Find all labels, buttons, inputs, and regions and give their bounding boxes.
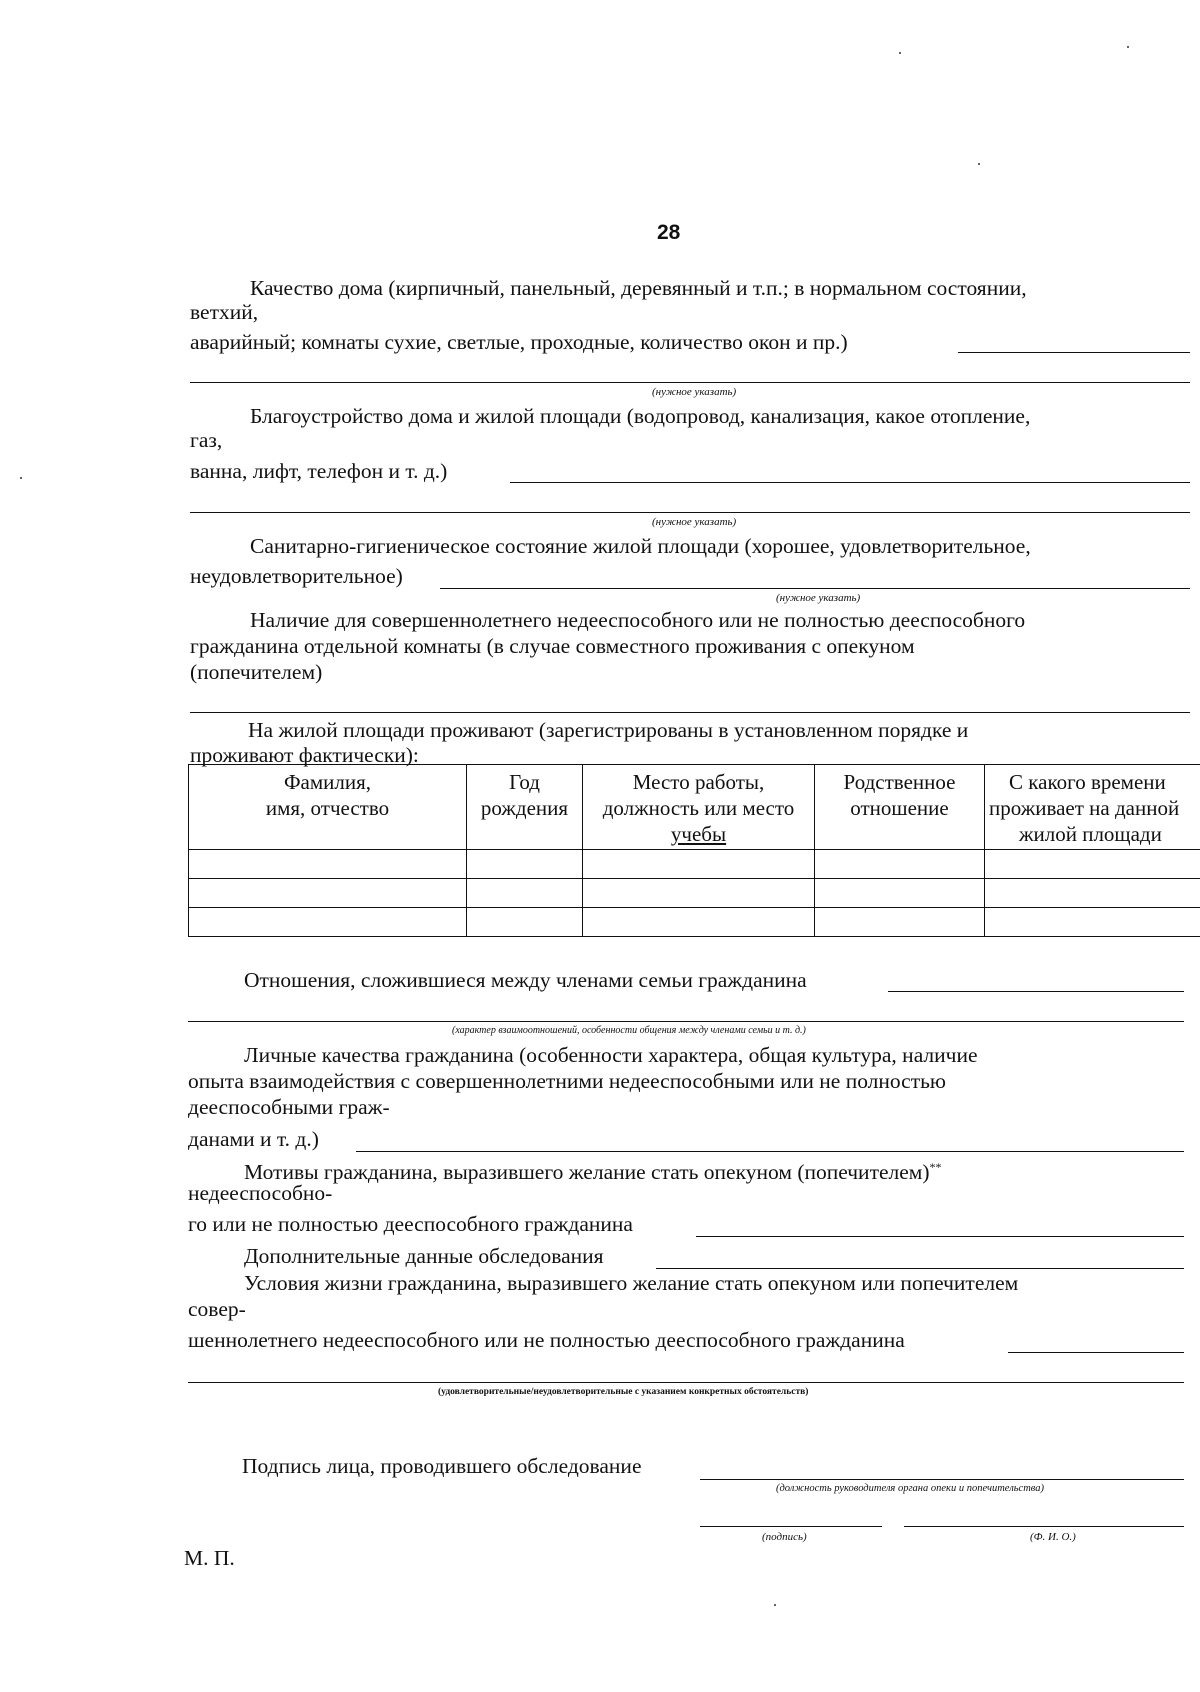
signature-sign-hint: (подпись): [762, 1531, 807, 1543]
table-row: [189, 879, 1200, 908]
amenities-line2: газ,: [190, 428, 223, 452]
amenities-hint: (нужное указать): [652, 516, 737, 528]
living-conditions-line2: совер-: [188, 1297, 246, 1321]
table-cell[interactable]: [189, 908, 467, 937]
family-relations-fill-line[interactable]: [888, 991, 1184, 992]
sanitary-line1: Санитарно-гигиеническое состояние жилой площади (хорошее, удовлетворительное,: [250, 534, 1031, 558]
personal-qualities-line2: опыта взаимодействия с совершеннолетними недееспособными или не полностью: [188, 1069, 946, 1093]
header-since-when-line1: С какого времени: [1009, 770, 1166, 794]
personal-qualities-line1: Личные качества гражданина (особенности характера, общая культура, наличие: [244, 1043, 978, 1067]
separate-room-line2: гражданина отдельной комнаты (в случае совместного проживания с опекуном: [190, 634, 915, 658]
table-cell[interactable]: [815, 879, 985, 908]
separate-room-fill-line[interactable]: [190, 712, 1190, 713]
header-since-when: [985, 765, 1200, 850]
table-cell[interactable]: [467, 850, 583, 879]
header-since-when-line3: жилой площади: [1019, 822, 1162, 846]
house-quality-hint: (нужное указать): [652, 386, 737, 398]
scan-speck: [1127, 46, 1129, 48]
living-conditions-hint: (удовлетворительные/неудовлетворительные с указанием конкретных обстоятельств): [438, 1387, 809, 1397]
header-workplace: [583, 765, 815, 850]
amenities-line1: Благоустройство дома и жилой площади (водопровод, канализация, какое отопление,: [250, 404, 1031, 428]
motives-line1: [244, 1154, 942, 1185]
house-quality-fill-line-2[interactable]: [190, 382, 1190, 383]
separate-room-line3: (попечителем): [190, 660, 323, 684]
header-relation-line1: Родственное: [843, 770, 956, 794]
header-full-name-line2: имя, отчество: [265, 796, 390, 820]
table-cell[interactable]: [815, 850, 985, 879]
signature-position-line[interactable]: [700, 1479, 1184, 1480]
scan-speck: [774, 1604, 776, 1606]
table-cell[interactable]: [583, 908, 815, 937]
table-row: [189, 908, 1200, 937]
living-conditions-line1: Условия жизни гражданина, выразившего желание стать опекуном или попечителем: [244, 1271, 1019, 1295]
table-cell[interactable]: [583, 850, 815, 879]
table-cell[interactable]: [985, 879, 1200, 908]
additional-fill-line[interactable]: [656, 1268, 1184, 1269]
scan-speck: [20, 477, 22, 479]
table-row: [189, 850, 1200, 879]
header-workplace-line2: должность или место: [602, 796, 795, 820]
header-birth-year-line2: рождения: [480, 796, 569, 820]
motives-text: Мотивы гражданина, выразившего желание стать опекуном (попечителем): [244, 1160, 930, 1185]
table-cell[interactable]: [583, 879, 815, 908]
residents-table-header-row: [189, 765, 1200, 850]
signature-name-hint: (Ф. И. О.): [1030, 1531, 1076, 1543]
motives-footnote-mark: **: [929, 1160, 942, 1174]
header-full-name-line1: Фамилия,: [283, 770, 372, 794]
house-quality-line3: аварийный; комнаты сухие, светлые, проходные, количество окон и пр.): [190, 330, 848, 354]
motives-fill-line[interactable]: [696, 1236, 1184, 1237]
amenities-line3: ванна, лифт, телефон и т. д.): [190, 459, 448, 483]
header-workplace-line1: Место работы,: [632, 770, 765, 794]
house-quality-line2: ветхий,: [190, 300, 259, 324]
residents-line2: проживают фактически):: [190, 743, 419, 767]
amenities-fill-line[interactable]: [510, 482, 1190, 483]
table-cell[interactable]: [189, 850, 467, 879]
sanitary-fill-line[interactable]: [440, 588, 1190, 589]
table-cell[interactable]: [815, 908, 985, 937]
living-conditions-fill-line-2[interactable]: [188, 1382, 1184, 1383]
family-relations-hint: (характер взаимоотношений, особенности общения между членами семьи и т. д.): [452, 1025, 806, 1036]
sanitary-line2: неудовлетворительное): [190, 564, 403, 588]
sanitary-hint: (нужное указать): [776, 592, 861, 604]
header-workplace-line3: учебы: [670, 822, 727, 846]
page-number: 28: [657, 221, 681, 244]
scan-speck: [978, 163, 980, 165]
scan-speck: [899, 52, 901, 54]
personal-qualities-line4: данами и т. д.): [188, 1127, 319, 1151]
additional-line1: Дополнительные данные обследования: [244, 1244, 604, 1268]
header-full-name: [189, 765, 467, 850]
table-cell[interactable]: [467, 879, 583, 908]
table-cell[interactable]: [467, 908, 583, 937]
house-quality-fill-line[interactable]: [958, 352, 1190, 353]
separate-room-line1: Наличие для совершеннолетнего недееспособного или не полностью дееспособного: [250, 608, 1026, 632]
table-cell[interactable]: [189, 879, 467, 908]
signature-name-line[interactable]: [904, 1526, 1184, 1527]
residents-table: [188, 764, 1200, 937]
house-quality-line1: Качество дома (кирпичный, панельный, деревянный и т.п.; в нормальном состоянии,: [250, 276, 1027, 300]
family-relations-fill-line-2[interactable]: [188, 1021, 1184, 1022]
header-since-when-line2: проживает на данной: [989, 796, 1180, 820]
living-conditions-line3: шеннолетнего недееспособного или не полностью дееспособного гражданина: [188, 1328, 905, 1352]
living-conditions-fill-line[interactable]: [1008, 1352, 1184, 1353]
header-relation: [815, 765, 985, 850]
stamp-label: М. П.: [184, 1546, 235, 1570]
header-birth-year: [467, 765, 583, 850]
personal-qualities-fill-line[interactable]: [356, 1151, 1184, 1152]
signature-position-hint: (должность руководителя органа опеки и попечительства): [776, 1483, 1045, 1494]
header-birth-year-line1: Год: [509, 770, 540, 794]
table-cell[interactable]: [985, 908, 1200, 937]
motives-line2: недееспособно-: [188, 1181, 333, 1205]
personal-qualities-line3: дееспособными граж-: [188, 1095, 390, 1119]
motives-line3: го или не полностью дееспособного гражданина: [188, 1212, 633, 1236]
residents-line1: На жилой площади проживают (зарегистрированы в установленном порядке и: [248, 718, 969, 742]
table-cell[interactable]: [985, 850, 1200, 879]
family-relations-line1: Отношения, сложившиеся между членами семьи гражданина: [244, 968, 807, 992]
header-relation-line2: отношение: [850, 796, 949, 820]
signature-label: Подпись лица, проводившего обследование: [242, 1454, 642, 1478]
signature-sign-line[interactable]: [700, 1526, 882, 1527]
amenities-fill-line-2[interactable]: [190, 512, 1190, 513]
